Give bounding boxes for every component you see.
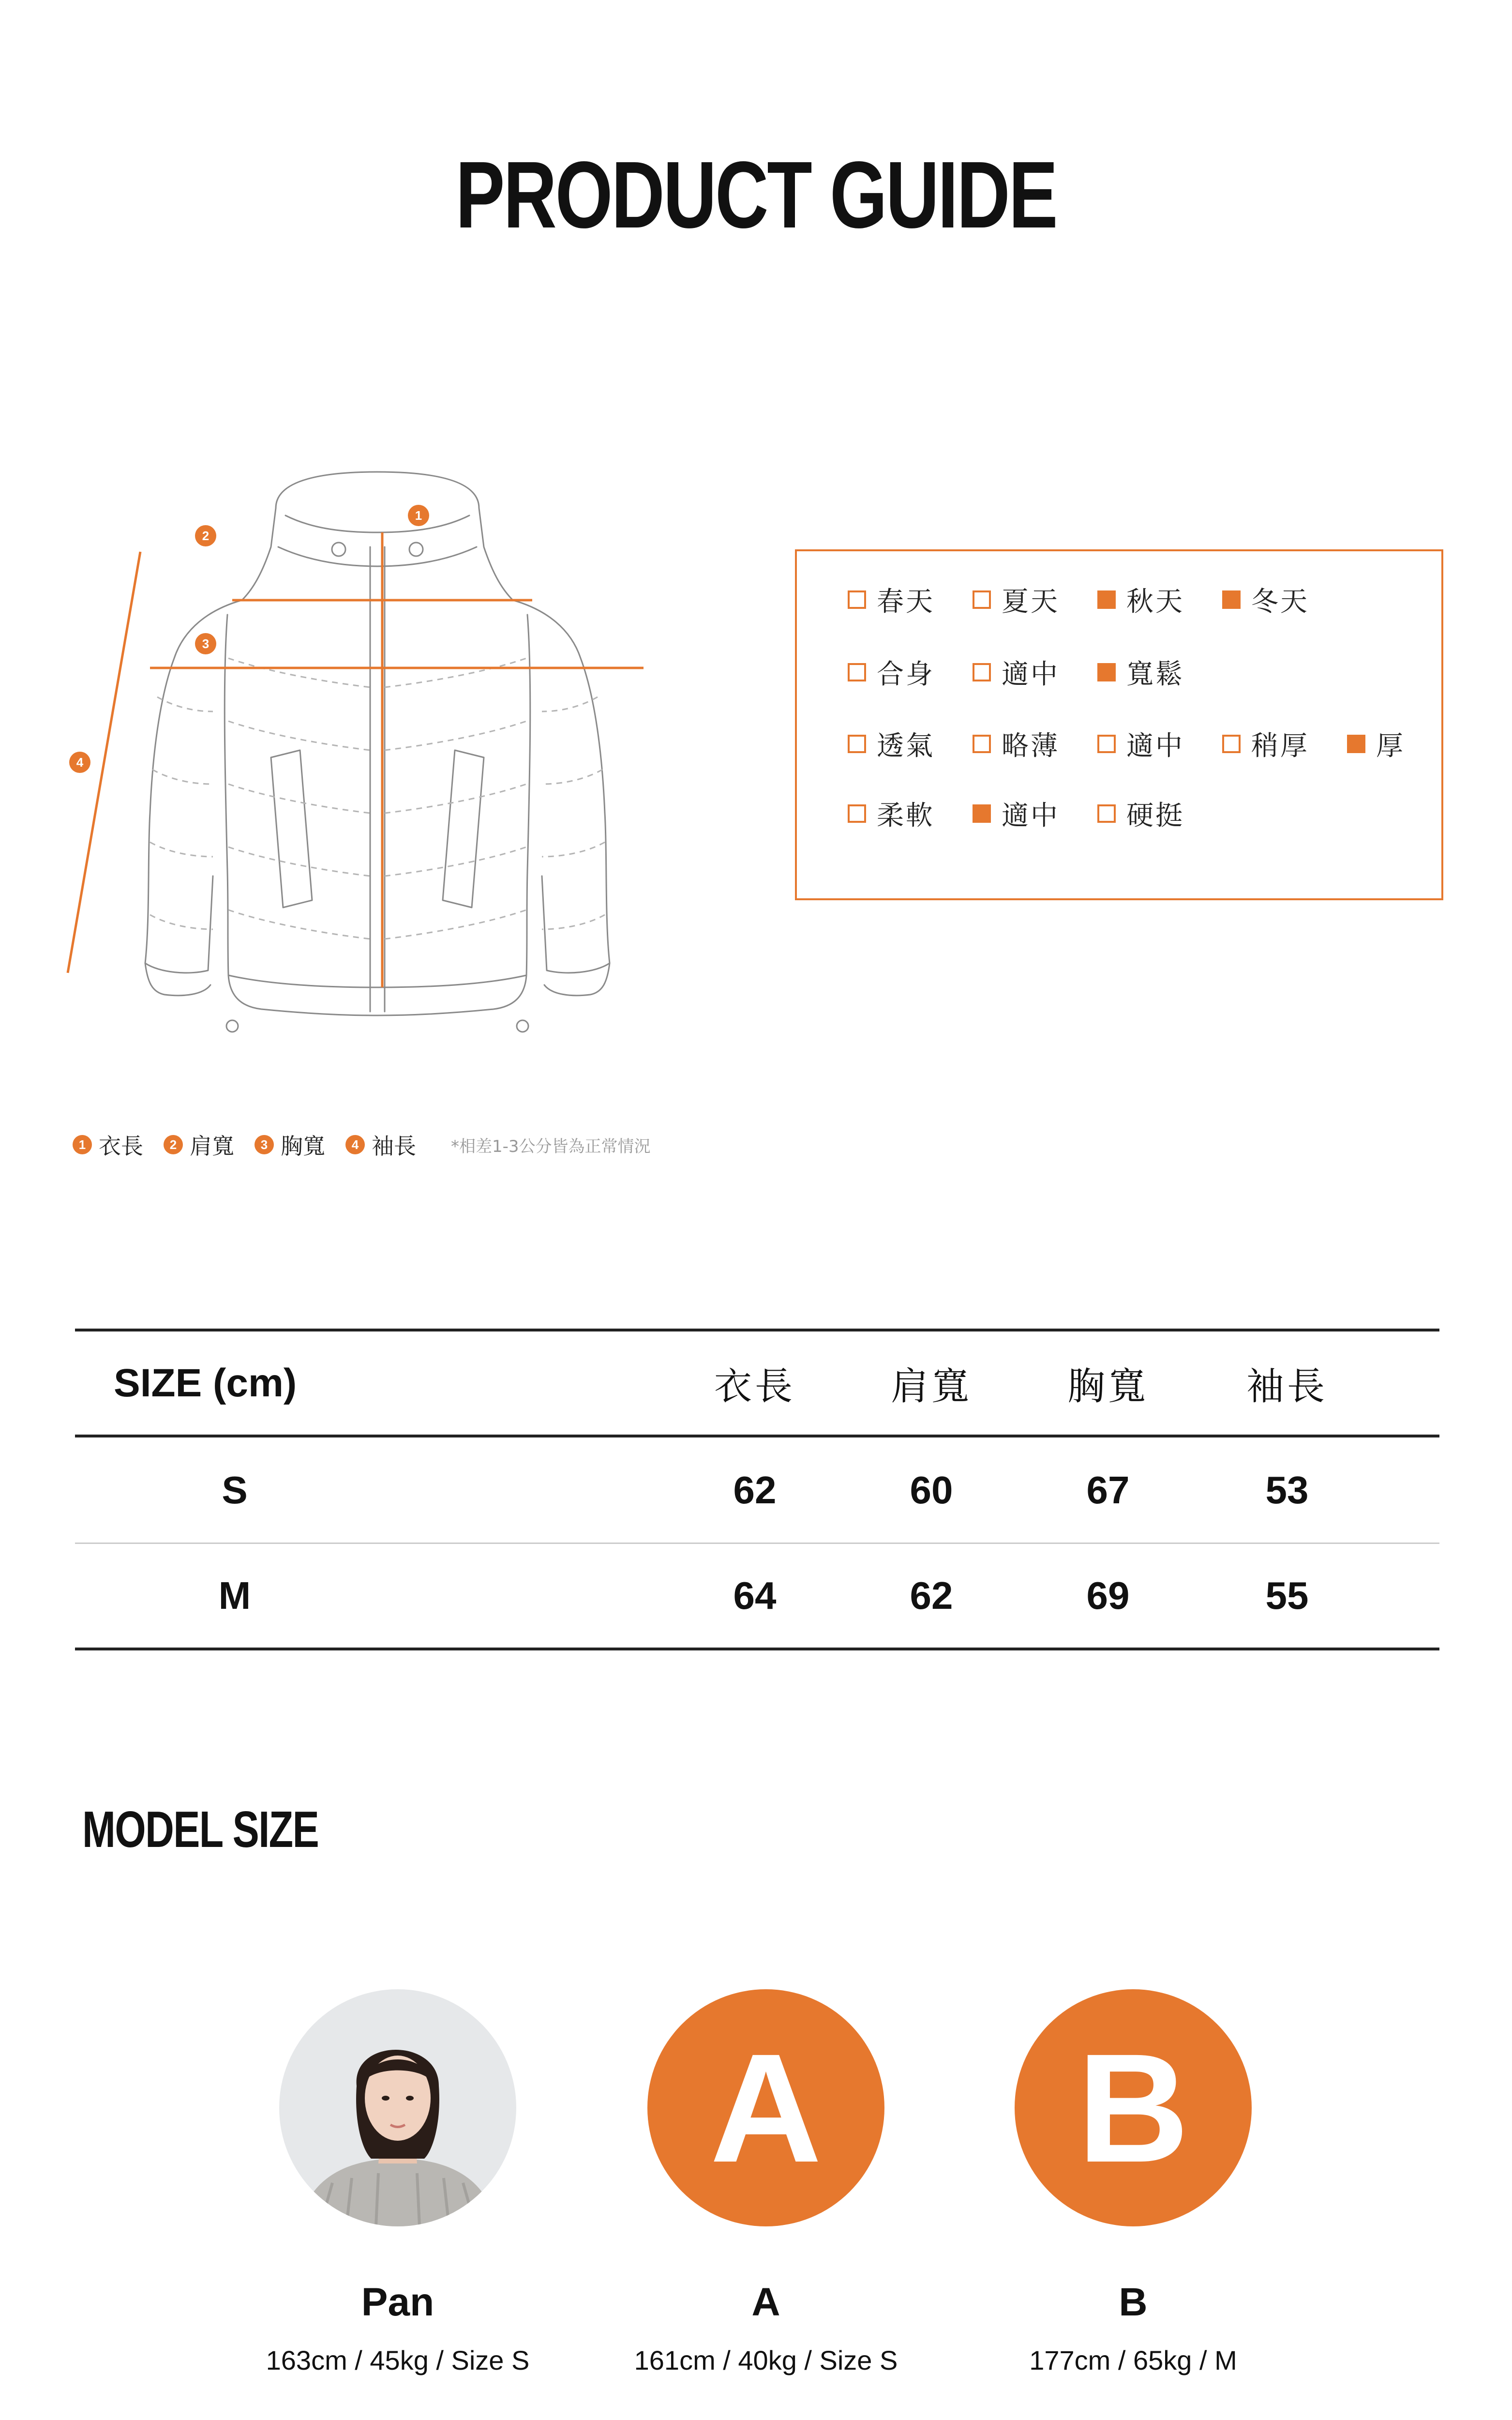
- header-shoulder: 肩寬: [890, 1364, 972, 1408]
- checkbox-3-2: [1097, 804, 1116, 823]
- checkbox-2-0: [848, 735, 866, 753]
- attr-label: 冬天: [1251, 586, 1309, 618]
- checkbox-1-1: [973, 663, 991, 681]
- attr-label: 柔軟: [877, 800, 935, 832]
- marker-3: 3: [202, 636, 210, 651]
- attr-item: [1222, 725, 1309, 763]
- model-size-title: MODEL SIZE: [82, 1801, 319, 1858]
- header-chest: 胸寬: [1067, 1364, 1149, 1408]
- model-avatar-b: B: [1015, 1989, 1252, 2226]
- attr-item: [1097, 580, 1184, 619]
- page-title: PRODUCT GUIDE: [455, 142, 1057, 248]
- attr-item: [848, 794, 935, 833]
- legend-item: [164, 1129, 234, 1161]
- attr-label: 厚: [1376, 730, 1405, 762]
- legend-item: [254, 1129, 325, 1161]
- attr-item: [973, 794, 1060, 833]
- table-header-row: [75, 1329, 1439, 1437]
- header-length: 衣長: [714, 1364, 795, 1408]
- marker-4: 4: [76, 755, 84, 770]
- model-name: Pan: [361, 2280, 434, 2324]
- attr-item: [1097, 653, 1184, 692]
- model-card-a: [572, 1989, 959, 2376]
- model-spec: 161cm / 40kg / Size S: [634, 2345, 898, 2375]
- attr-item: [1097, 725, 1184, 763]
- checkbox-2-2: [1097, 735, 1116, 753]
- attr-item: [1097, 794, 1184, 833]
- row-size: S: [222, 1468, 248, 1512]
- checkbox-0-1: [973, 590, 991, 609]
- legend-note: *相差1-3公分皆為正常情況: [451, 1136, 651, 1156]
- attr-item: [848, 725, 935, 763]
- legend-number: 3: [254, 1135, 274, 1154]
- measurement-legend: [73, 1128, 651, 1162]
- table-row: [75, 1437, 1439, 1544]
- model-spec: 163cm / 45kg / Size S: [266, 2345, 530, 2375]
- attr-label: 秋天: [1126, 586, 1184, 618]
- legend-label: 肩寬: [190, 1133, 234, 1159]
- header-sleeve: 袖長: [1246, 1364, 1328, 1408]
- attr-label: 春天: [877, 586, 935, 618]
- legend-item: [73, 1129, 143, 1161]
- portrait-avatar-icon: [279, 1989, 516, 2226]
- cell-value: 55: [1265, 1574, 1309, 1617]
- attr-item: [973, 580, 1060, 619]
- header-size: SIZE (cm): [114, 1361, 297, 1405]
- checkbox-0-3: [1222, 590, 1241, 609]
- attr-label: 適中: [1002, 800, 1060, 832]
- attr-item: [848, 580, 935, 619]
- attr-label: 夏天: [1002, 586, 1060, 618]
- attr-label: 合身: [877, 659, 935, 690]
- attribute-box: [795, 549, 1443, 900]
- checkbox-1-0: [848, 663, 866, 681]
- jacket-sketch: [48, 387, 706, 1036]
- cell-value: 64: [733, 1574, 777, 1617]
- attr-item: [973, 653, 1060, 692]
- checkbox-3-1: [973, 804, 991, 823]
- model-spec: 177cm / 65kg / M: [1029, 2345, 1237, 2375]
- checkbox-3-0: [848, 804, 866, 823]
- cell-value: 60: [910, 1468, 953, 1512]
- checkbox-1-2: [1097, 663, 1116, 681]
- legend-label: 胸寬: [281, 1133, 325, 1159]
- model-card-b: [940, 1989, 1327, 2376]
- attr-item: [1347, 725, 1405, 763]
- legend-number: 4: [345, 1135, 365, 1154]
- attr-label: 適中: [1002, 659, 1060, 690]
- checkbox-0-0: [848, 590, 866, 609]
- cell-value: 67: [1086, 1468, 1130, 1512]
- marker-1: 1: [415, 508, 422, 523]
- row-size: M: [218, 1574, 251, 1617]
- legend-number: 2: [164, 1135, 183, 1154]
- legend-label: 袖長: [372, 1133, 416, 1159]
- attr-item: [1222, 580, 1309, 619]
- attr-label: 略薄: [1002, 730, 1060, 762]
- model-card-pan: [204, 1989, 591, 2376]
- marker-2: 2: [202, 529, 210, 543]
- cell-value: 62: [733, 1468, 777, 1512]
- attr-item: [848, 653, 935, 692]
- cell-value: 69: [1086, 1574, 1130, 1617]
- attr-item: [973, 725, 1060, 763]
- attr-label: 寬鬆: [1126, 659, 1184, 690]
- legend-item: [345, 1129, 416, 1161]
- legend-label: 衣長: [99, 1133, 143, 1159]
- model-avatar-a: A: [647, 1989, 884, 2226]
- attr-label: 適中: [1126, 730, 1184, 762]
- checkbox-2-4: [1347, 735, 1365, 753]
- attr-label: 硬挺: [1126, 800, 1184, 832]
- checkbox-2-1: [973, 735, 991, 753]
- model-name: A: [751, 2280, 780, 2324]
- cell-value: 53: [1265, 1468, 1309, 1512]
- checkbox-0-2: [1097, 590, 1116, 609]
- checkbox-2-3: [1222, 735, 1241, 753]
- cell-value: 62: [910, 1574, 953, 1617]
- model-photo: [279, 1989, 516, 2226]
- legend-number: 1: [73, 1135, 92, 1154]
- size-table: [75, 1329, 1439, 1650]
- attr-label: 稍厚: [1251, 730, 1309, 762]
- attr-label: 透氣: [877, 730, 935, 762]
- table-row: [75, 1544, 1439, 1650]
- model-name: B: [1119, 2280, 1148, 2324]
